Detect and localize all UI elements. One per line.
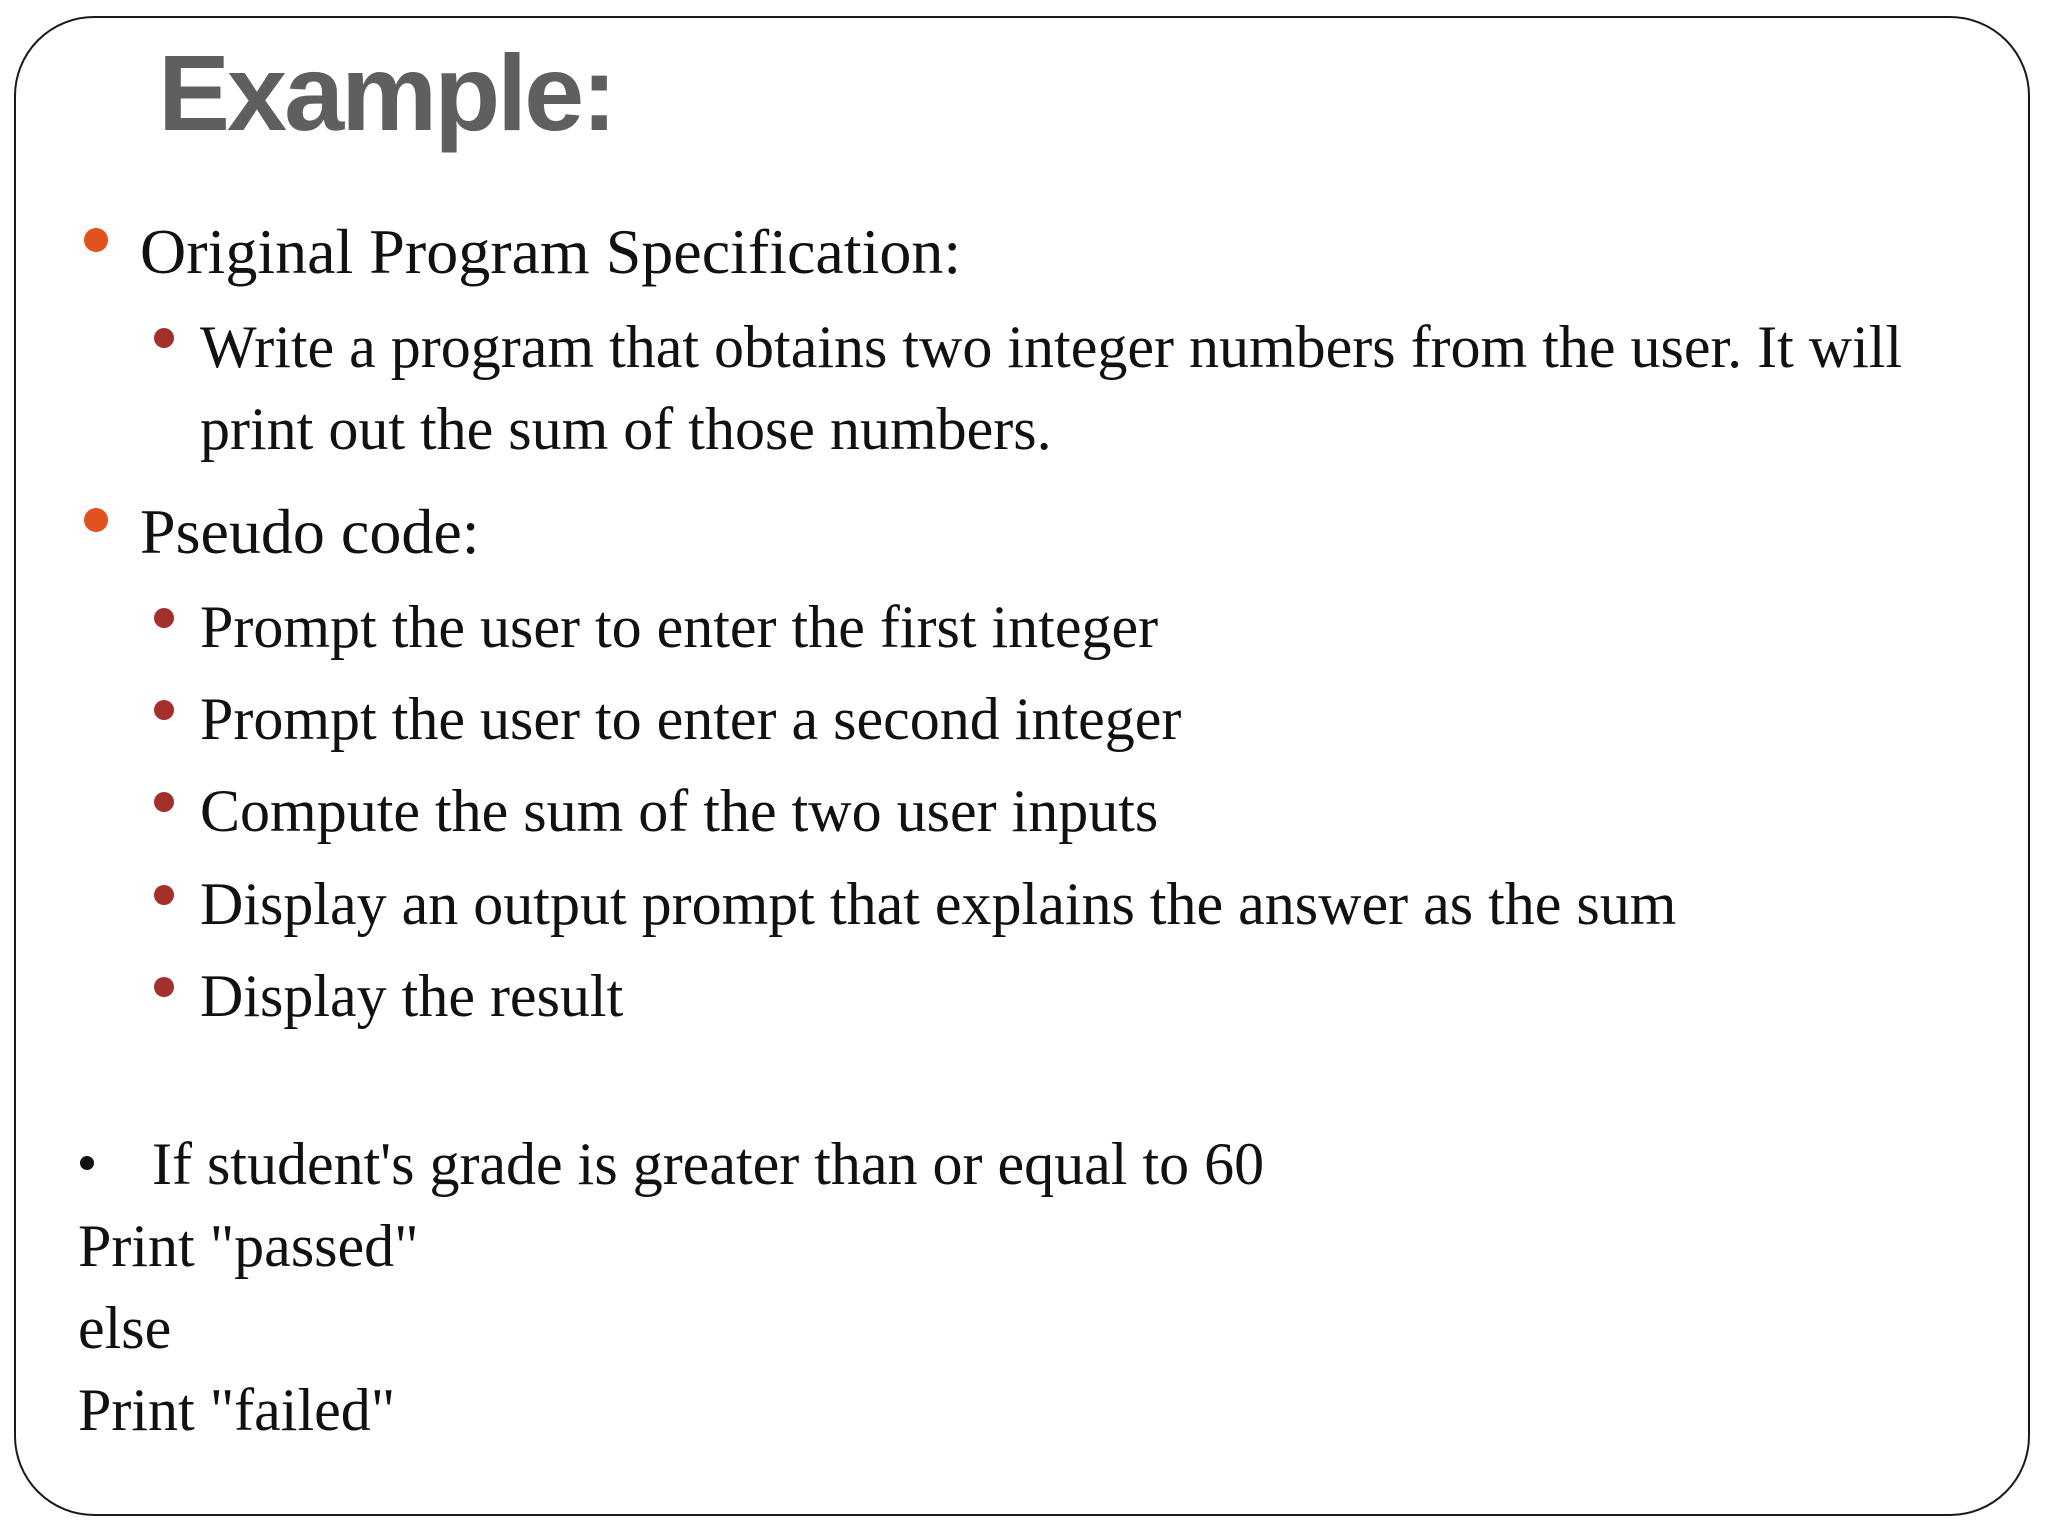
bullet-level2 <box>154 977 174 997</box>
section-heading-spec: Original Program Specification: <box>140 216 962 287</box>
pseudo-item-2: Prompt the user to enter a second integer <box>200 686 1182 752</box>
bullet-level2 <box>154 700 174 720</box>
bullet-level2 <box>154 328 174 348</box>
print-passed-line: Print "passed" <box>78 1213 419 1279</box>
slide-title: Example: <box>158 32 615 153</box>
spec-line-1: Write a program that obtains two integer numbers from the user. It will <box>200 314 1903 380</box>
pseudo-item-4: Display an output prompt that explains the answer as the sum <box>200 871 1677 937</box>
bullet-level1 <box>84 228 108 252</box>
print-failed-line: Print "failed" <box>78 1377 396 1443</box>
bullet-level2 <box>154 792 174 812</box>
spec-line-2: print out the sum of those numbers. <box>200 396 1052 462</box>
pseudo-item-5: Display the result <box>200 963 624 1029</box>
pseudo-item-3: Compute the sum of the two user inputs <box>200 778 1159 844</box>
bullet-level2 <box>154 885 174 905</box>
section-heading-pseudo: Pseudo code: <box>140 496 480 567</box>
bullet-level1 <box>84 508 108 532</box>
bullet-plain <box>80 1156 94 1170</box>
else-line: else <box>78 1295 172 1361</box>
condition-line: If student's grade is greater than or equal to 60 <box>152 1131 1265 1197</box>
bullet-level2 <box>154 608 174 628</box>
pseudo-item-1: Prompt the user to enter the first integer <box>200 594 1159 660</box>
